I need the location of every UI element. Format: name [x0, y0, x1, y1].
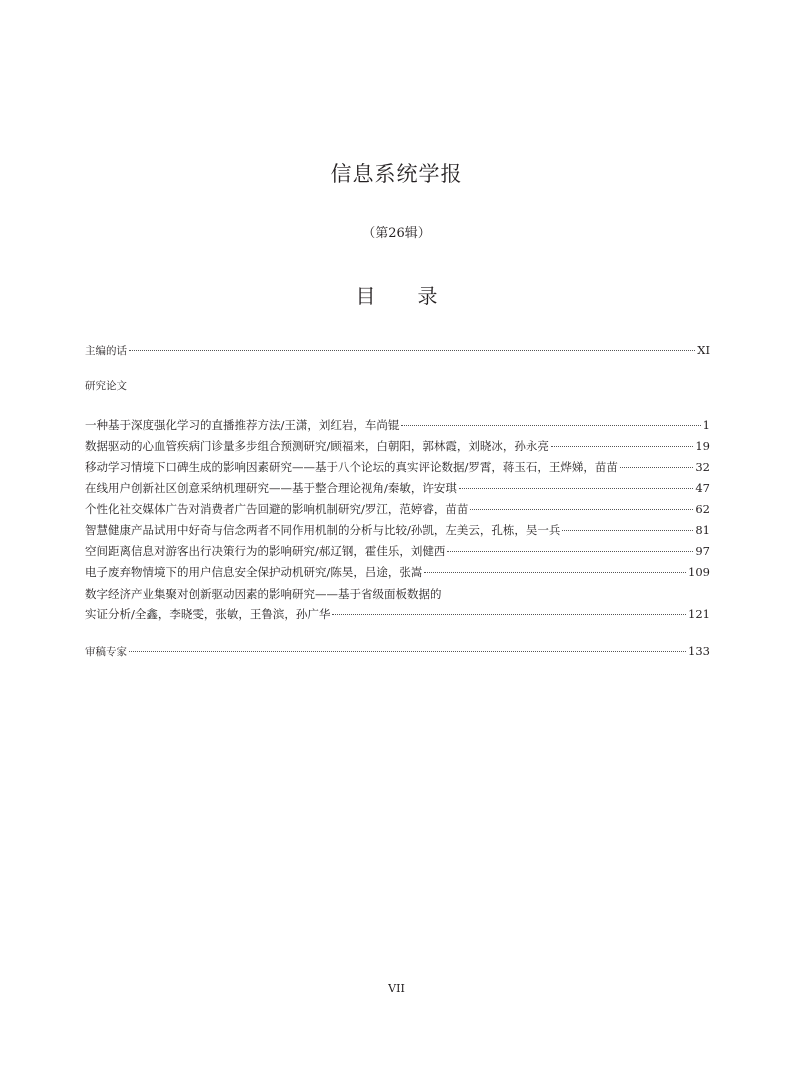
- dot-leader: [562, 530, 693, 531]
- toc-entry-page: 109: [688, 565, 710, 579]
- toc-entry-title: 实证分析/全鑫，李晓雯，张敏，王鲁滨，孙广华: [85, 607, 331, 621]
- dot-leader: [620, 467, 693, 468]
- toc-entry[interactable]: [85, 418, 710, 432]
- toc-entry[interactable]: [85, 481, 710, 495]
- toc-entry[interactable]: [85, 523, 710, 537]
- dot-leader: [332, 614, 686, 615]
- toc-entry-title: 个性化社交媒体广告对消费者广告回避的影响机制研究/罗江，范婷睿，苗苗: [85, 502, 469, 516]
- dot-leader: [401, 425, 700, 426]
- journal-title: 信息系统学报: [330, 162, 463, 186]
- toc-entry-title: 移动学习情境下口碑生成的影响因素研究——基于八个论坛的真实评论数据/罗霄，蒋玉石，王烨娣，苗苗: [85, 460, 618, 474]
- toc-entry-page: 19: [695, 439, 710, 453]
- toc-entry-long[interactable]: [85, 607, 710, 621]
- toc-heading-char-2: 录: [417, 284, 438, 308]
- toc-entry[interactable]: [85, 565, 710, 579]
- toc-entry-page: 121: [688, 607, 710, 621]
- dot-leader: [129, 350, 695, 351]
- toc-entry[interactable]: [85, 544, 710, 558]
- dot-leader: [447, 551, 693, 552]
- toc-entry-long-title-line1[interactable]: 数字经济产业集聚对创新驱动因素的影响研究——基于省级面板数据的: [85, 587, 442, 601]
- issue-number: （第26辑）: [362, 226, 431, 241]
- toc-entry[interactable]: [85, 502, 710, 516]
- toc-entry-title: 审稿专家: [85, 646, 127, 658]
- page-number: VII: [388, 982, 405, 995]
- toc-entry-title: 一种基于深度强化学习的直播推荐方法/王潇，刘红岩，车尚锟: [85, 418, 400, 432]
- toc-entry-title: 在线用户创新社区创意采纳机理研究——基于整合理论视角/秦敏，许安琪: [85, 481, 457, 495]
- toc-entry[interactable]: [85, 460, 710, 474]
- toc-entry-title: 主编的话: [85, 345, 127, 357]
- toc-entry-page: 62: [695, 502, 710, 516]
- dot-leader: [129, 651, 686, 652]
- toc-entry[interactable]: [85, 439, 710, 453]
- toc-entry-page: 133: [688, 644, 710, 658]
- dot-leader: [459, 488, 693, 489]
- toc-entry-page: 32: [695, 460, 710, 474]
- toc-entry-page: XI: [697, 343, 710, 357]
- toc-entry-page: 47: [695, 481, 710, 495]
- toc-entry-title: 空间距离信息对游客出行决策行为的影响研究/郝辽钢，霍佳乐，刘健西: [85, 544, 446, 558]
- toc-entry-title: 电子废弃物情境下的用户信息安全保护动机研究/陈昊，吕途，张嵩: [85, 565, 423, 579]
- toc-heading-char-1: 目: [355, 284, 376, 308]
- toc-entry-page: 1: [702, 418, 710, 432]
- toc-heading: [0, 280, 793, 309]
- toc-entry-title: 智慧健康产品试用中好奇与信念两者不同作用机制的分析与比较/孙凯，左美云，孔栋，吴一兵: [85, 523, 561, 537]
- toc-entry-title: 数据驱动的心血管疾病门诊量多步组合预测研究/顾福来，白朝阳，郭林霞，刘晓冰，孙永亮: [85, 439, 549, 453]
- toc-entry-page: 81: [695, 523, 710, 537]
- toc-entry-page: 97: [695, 544, 710, 558]
- dot-leader: [470, 509, 693, 510]
- toc-entry-reviewers[interactable]: [85, 644, 710, 659]
- dot-leader: [424, 572, 686, 573]
- toc-entry-editor-note[interactable]: [85, 343, 710, 358]
- section-heading-research: 研究论文: [85, 380, 127, 392]
- dot-leader: [551, 446, 693, 447]
